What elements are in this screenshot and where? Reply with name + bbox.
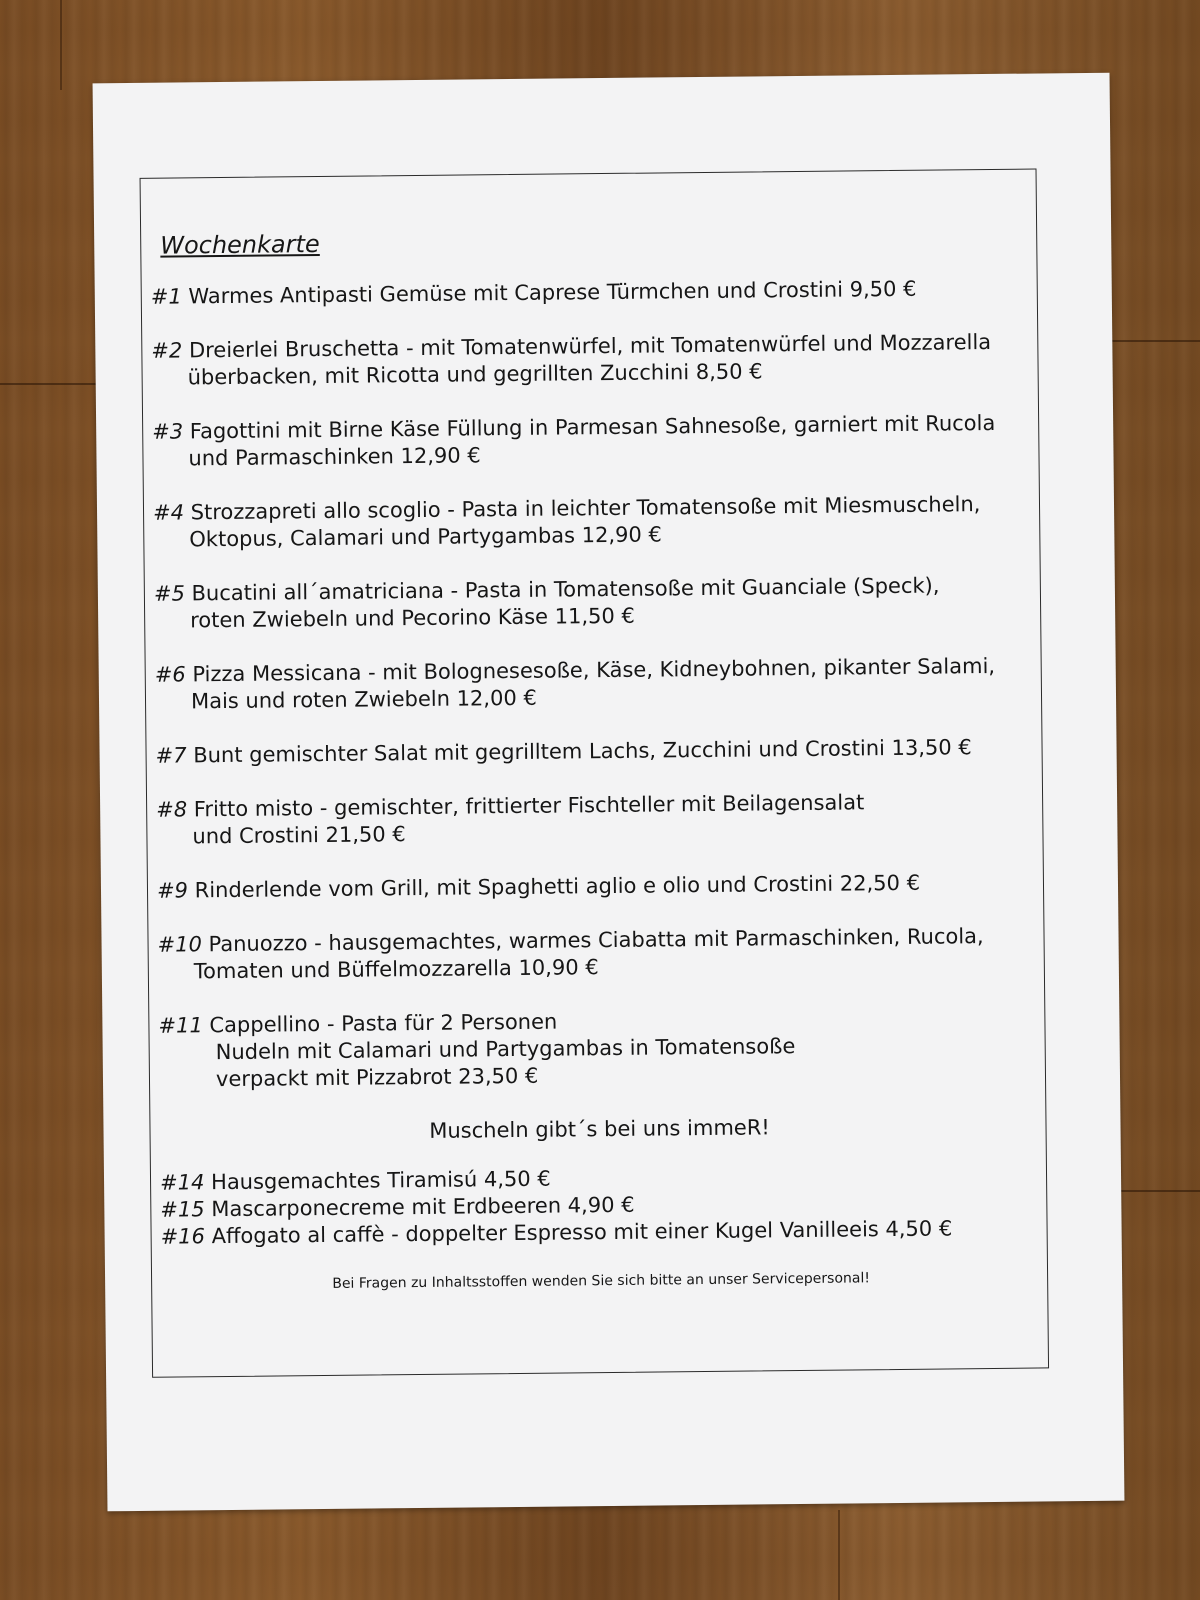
item-text: Fritto misto - gemischter, frittierter Fischteller mit Beilagensalat bbox=[193, 790, 865, 822]
item-text-continued: überbacken, mit Ricotta und gegrillten Zucchini 8,50 € bbox=[187, 359, 763, 390]
item-text: Fagottini mit Birne Käse Füllung in Parmesan Sahnesoße, garniert mit Rucola bbox=[189, 410, 996, 444]
floorboard-seam bbox=[0, 383, 100, 385]
mussels-note: Muscheln gibt´s bei uns immeR! bbox=[429, 1115, 770, 1143]
menu-item-11 bbox=[158, 1004, 1039, 1094]
item-text-continued: verpackt mit Pizzabrot 23,50 € bbox=[215, 1063, 539, 1092]
item-text-continued: Mais und roten Zwiebeln 12,00 € bbox=[190, 685, 537, 714]
item-number: #11 bbox=[158, 1013, 203, 1038]
item-number: #7 bbox=[155, 743, 187, 768]
menu-item-8 bbox=[156, 788, 1037, 851]
menu-item-9 bbox=[157, 869, 1037, 905]
menu-item-10 bbox=[157, 923, 1038, 986]
item-text-continued: roten Zwiebeln und Pecorino Käse 11,50 € bbox=[190, 603, 635, 633]
menu-sheet bbox=[93, 73, 1125, 1512]
menu-item-6 bbox=[155, 653, 1036, 716]
item-number: #14 bbox=[159, 1170, 205, 1195]
item-text: Cappellino - Pasta für 2 Personen bbox=[209, 1009, 558, 1038]
item-number: #15 bbox=[160, 1197, 205, 1222]
item-number: #8 bbox=[156, 797, 188, 822]
item-number: #5 bbox=[153, 581, 185, 606]
allergen-footer-note: Bei Fragen zu Inhaltsstoffen wenden Sie sich bitte an unser Servicepersonal! bbox=[332, 1270, 871, 1292]
menu-item-1 bbox=[151, 275, 1031, 311]
item-text-continued: Tomaten und Büffelmozzarella 10,90 € bbox=[193, 955, 599, 984]
item-text: Bucatini all´amatriciana - Pasta in Tomatensoße mit Guanciale (Speck), bbox=[191, 573, 940, 606]
item-number: #9 bbox=[156, 878, 189, 903]
item-number: #4 bbox=[152, 500, 185, 525]
item-text: Affogato al caffè - doppelter Espresso mit einer Kugel Vanilleeis 4,50 € bbox=[211, 1216, 953, 1249]
item-number: #16 bbox=[160, 1224, 206, 1249]
floorboard-seam bbox=[60, 0, 62, 90]
menu-item-5 bbox=[154, 572, 1035, 635]
menu-item-3 bbox=[152, 410, 1033, 473]
menu-item-7 bbox=[155, 734, 1035, 770]
item-text-continued: Nudeln mit Calamari und Partygambas in Tomatensoße bbox=[215, 1034, 796, 1065]
item-number: #10 bbox=[157, 932, 203, 957]
item-text-continued: und Parmaschinken 12,90 € bbox=[188, 443, 481, 471]
menu-title: Wochenkarte bbox=[160, 229, 320, 260]
item-text: Warmes Antipasti Gemüse mit Caprese Türmchen und Crostini 9,50 € bbox=[188, 276, 917, 309]
item-text: Panuozzo - hausgemachtes, warmes Ciabatta mit Parmaschinken, Rucola, bbox=[208, 924, 984, 957]
menu-item-2 bbox=[151, 329, 1032, 392]
item-number: #2 bbox=[151, 338, 183, 363]
item-text: Rinderlende vom Grill, mit Spaghetti aglio e olio und Crostini 22,50 € bbox=[194, 870, 921, 903]
menu-content bbox=[150, 224, 1041, 1300]
item-text: Mascarponecreme mit Erdbeeren 4,90 € bbox=[211, 1192, 635, 1222]
floorboard-seam bbox=[838, 1510, 840, 1600]
item-number: #3 bbox=[152, 419, 184, 444]
item-text: Pizza Messicana - mit Bolognesesoße, Käse, Kidneybohnen, pikanter Salami, bbox=[192, 653, 996, 687]
item-text: Dreierlei Bruschetta - mit Tomatenwürfel, mit Tomatenwürfel und Mozzarella bbox=[188, 329, 992, 363]
item-number: #1 bbox=[150, 284, 182, 309]
item-text-continued: und Crostini 21,50 € bbox=[192, 822, 406, 849]
menu-item-4 bbox=[153, 491, 1034, 554]
item-text: Bunt gemischter Salat mit gegrilltem Lachs, Zucchini und Crostini 13,50 € bbox=[193, 735, 972, 768]
item-text-continued: Oktopus, Calamari und Partygambas 12,90 € bbox=[189, 522, 662, 552]
item-text: Strozzapreti allo scoglio - Pasta in leichter Tomatensoße mit Miesmuscheln, bbox=[190, 492, 981, 525]
item-number: #6 bbox=[154, 662, 186, 687]
item-text: Hausgemachtes Tiramisú 4,50 € bbox=[210, 1166, 551, 1195]
floorboard-seam bbox=[1100, 340, 1200, 342]
